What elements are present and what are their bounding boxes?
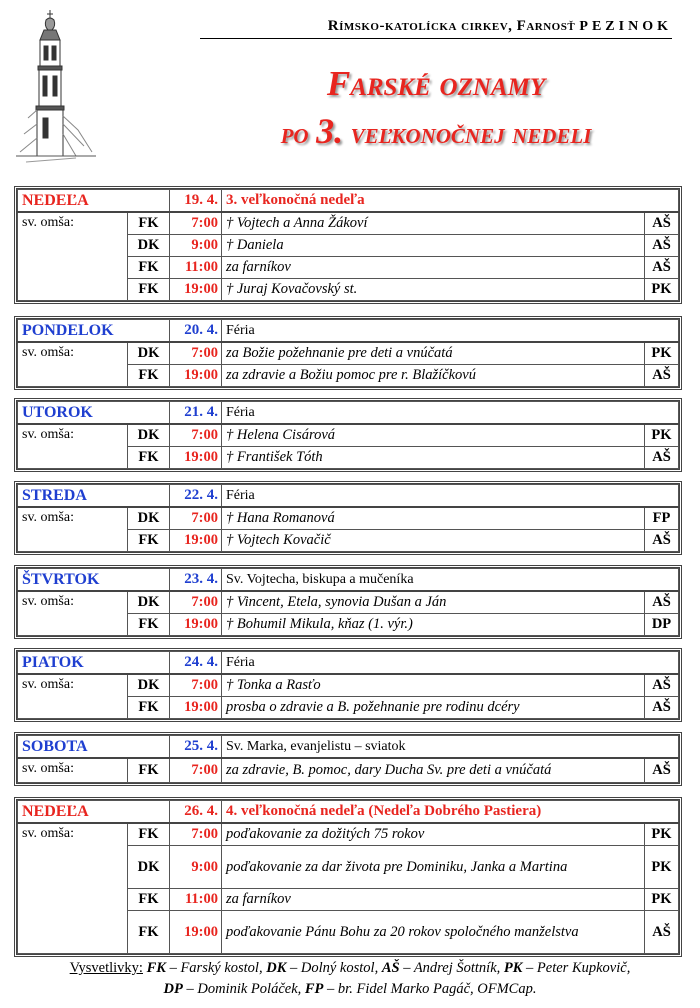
church-code: FK xyxy=(128,758,170,783)
mass-time: 19:00 xyxy=(170,911,222,954)
priest-code: AŠ xyxy=(645,212,679,235)
mass-time: 7:00 xyxy=(170,674,222,697)
mass-time: 19:00 xyxy=(170,365,222,387)
day-block xyxy=(14,565,682,639)
mass-label: sv. omša: xyxy=(18,674,128,719)
mass-time: 11:00 xyxy=(170,889,222,911)
mass-time: 19:00 xyxy=(170,279,222,301)
mass-intention: poďakovanie Pánu Bohu za 20 rokov spoločného manželstva xyxy=(222,911,645,954)
day-block xyxy=(14,648,682,722)
mass-intention: † František Tóth xyxy=(222,447,645,469)
mass-label: sv. omša: xyxy=(18,758,128,783)
day-date: 25. 4. xyxy=(170,736,222,759)
church-code: FK xyxy=(128,530,170,552)
legend-abbr: FP xyxy=(304,981,324,997)
day-header-row xyxy=(18,569,679,592)
day-name: NEDEĽA xyxy=(18,801,128,824)
mass-row xyxy=(18,424,679,447)
mass-intention: † Bohumil Mikula, kňaz (1. výr.) xyxy=(222,614,645,636)
page-title: Farské oznamy xyxy=(326,64,546,103)
day-name: UTOROK xyxy=(18,402,128,425)
church-code: DK xyxy=(128,342,170,365)
legend-text: – Andrej Šottník, xyxy=(399,960,504,976)
church-code: FK xyxy=(128,889,170,911)
church-code: FK xyxy=(128,279,170,301)
day-name: NEDEĽA xyxy=(18,190,128,213)
mass-intention: † Tonka a Rasťo xyxy=(222,674,645,697)
day-header-row xyxy=(18,801,679,824)
legend-abbr: DK xyxy=(266,960,287,976)
page-subtitle: po 3. veľkonočnej nedeli xyxy=(280,111,592,151)
legend-abbr: FK xyxy=(146,960,166,976)
mass-intention: za zdravie a Božiu pomoc pre r. Blažíčkovú xyxy=(222,365,645,387)
day-date: 24. 4. xyxy=(170,652,222,675)
mass-time: 19:00 xyxy=(170,447,222,469)
day-header-row xyxy=(18,736,679,759)
priest-code: FP xyxy=(644,507,678,530)
priest-code: AŠ xyxy=(645,235,679,257)
mass-time: 7:00 xyxy=(170,507,222,530)
day-header-row xyxy=(18,652,679,675)
day-feast: Sv. Vojtecha, biskupa a mučeníka xyxy=(222,569,679,592)
legend-abbr: PK xyxy=(503,960,523,976)
day-date: 23. 4. xyxy=(170,569,222,592)
legend-text: – Dolný kostol, xyxy=(286,960,382,976)
day-block xyxy=(14,398,682,472)
mass-row xyxy=(18,674,679,697)
day-table xyxy=(17,484,679,552)
priest-code: PK xyxy=(644,889,678,911)
priest-code: AŠ xyxy=(644,447,678,469)
priest-code: AŠ xyxy=(644,365,678,387)
day-table xyxy=(17,189,679,301)
mass-time: 7:00 xyxy=(170,823,222,846)
day-table xyxy=(17,319,679,387)
church-code: FK xyxy=(128,257,170,279)
church-code: FK xyxy=(128,697,170,719)
day-table xyxy=(17,651,679,719)
church-tower-logo xyxy=(6,6,102,166)
legend-text: – Dominik Poláček, xyxy=(182,981,305,997)
day-name: ŠTVRTOK xyxy=(18,569,128,592)
day-feast: 3. veľkonočná nedeľa xyxy=(222,190,679,213)
mass-label: sv. omša: xyxy=(18,591,128,636)
day-block xyxy=(14,316,682,390)
priest-code: PK xyxy=(644,823,678,846)
church-code: DK xyxy=(128,424,170,447)
day-name: PIATOK xyxy=(18,652,128,675)
mass-row xyxy=(18,823,679,846)
church-code: DK xyxy=(128,507,170,530)
mass-intention: prosba o zdravie a B. požehnanie pre rodinu dcéry xyxy=(222,697,645,719)
church-code: FK xyxy=(128,365,170,387)
mass-intention: † Hana Romanová xyxy=(222,507,645,530)
church-code: DK xyxy=(128,235,170,257)
church-code: DK xyxy=(128,846,170,889)
mass-intention: za zdravie, B. pomoc, dary Ducha Sv. pre deti a vnúčatá xyxy=(222,758,645,783)
day-header-row xyxy=(18,320,679,343)
mass-time: 9:00 xyxy=(170,235,222,257)
day-table xyxy=(17,800,679,954)
legend xyxy=(0,958,700,1000)
mass-intention: † Vojtech Kovačič xyxy=(222,530,645,552)
mass-label: sv. omša: xyxy=(18,342,128,387)
day-name: SOBOTA xyxy=(18,736,128,759)
day-name: STREDA xyxy=(18,485,128,508)
day-header-row xyxy=(18,402,679,425)
day-feast: Féria xyxy=(222,652,679,675)
legend-text: – Peter Kupkovič, xyxy=(522,960,631,976)
day-date: 19. 4. xyxy=(170,190,222,213)
mass-time: 7:00 xyxy=(170,212,222,235)
mass-intention: † Daniela xyxy=(222,235,645,257)
priest-code: AŠ xyxy=(644,591,678,614)
day-feast: Sv. Marka, evanjelistu – sviatok xyxy=(222,736,679,759)
day-feast: Féria xyxy=(222,485,679,508)
priest-code: AŠ xyxy=(645,257,679,279)
church-code: FK xyxy=(128,447,170,469)
mass-label: sv. omša: xyxy=(18,212,128,301)
day-table xyxy=(17,735,679,783)
legend-abbr: DP xyxy=(163,981,183,997)
church-code: FK xyxy=(128,911,170,954)
church-code: DK xyxy=(128,591,170,614)
mass-row xyxy=(18,591,679,614)
legend-title: Vysvetlivky: xyxy=(69,960,143,976)
mass-row xyxy=(18,758,679,783)
mass-row xyxy=(18,342,679,365)
day-block xyxy=(14,732,682,786)
mass-intention: za farníkov xyxy=(222,889,645,911)
mass-intention: za farníkov xyxy=(222,257,645,279)
day-block xyxy=(14,186,682,304)
mass-time: 7:00 xyxy=(170,342,222,365)
mass-time: 7:00 xyxy=(170,424,222,447)
mass-time: 19:00 xyxy=(170,614,222,636)
priest-code: PK xyxy=(644,846,678,889)
church-code: FK xyxy=(128,212,170,235)
mass-time: 11:00 xyxy=(170,257,222,279)
church-code: DK xyxy=(128,674,170,697)
day-date: 22. 4. xyxy=(170,485,222,508)
mass-time: 9:00 xyxy=(170,846,222,889)
priest-code: AŠ xyxy=(644,758,678,783)
legend-text: – br. Fidel Marko Pagáč, OFMCap. xyxy=(323,981,537,997)
mass-intention: † Vincent, Etela, synovia Dušan a Ján xyxy=(222,591,645,614)
day-block xyxy=(14,481,682,555)
day-feast: Féria xyxy=(222,402,679,425)
day-date: 21. 4. xyxy=(170,402,222,425)
mass-intention: poďakovanie za dožitých 75 rokov xyxy=(222,823,645,846)
priest-code: PK xyxy=(645,279,679,301)
priest-code: AŠ xyxy=(644,697,678,719)
mass-time: 19:00 xyxy=(170,697,222,719)
mass-label: sv. omša: xyxy=(18,424,128,469)
mass-time: 19:00 xyxy=(170,530,222,552)
priest-code: PK xyxy=(644,424,678,447)
day-table xyxy=(17,568,679,636)
priest-code: AŠ xyxy=(644,911,678,954)
day-feast: 4. veľkonočná nedeľa (Nedeľa Dobrého Pastiera) xyxy=(222,801,679,824)
mass-intention: za Božie požehnanie pre deti a vnúčatá xyxy=(222,342,645,365)
legend-text: – Farský kostol, xyxy=(165,960,267,976)
priest-code: AŠ xyxy=(644,530,678,552)
mass-row xyxy=(18,507,679,530)
mass-time: 7:00 xyxy=(170,758,222,783)
priest-code: AŠ xyxy=(644,674,678,697)
priest-code: DP xyxy=(644,614,678,636)
day-header-row xyxy=(18,485,679,508)
mass-intention: † Vojtech a Anna Žákoví xyxy=(222,212,645,235)
mass-intention: † Helena Cisárová xyxy=(222,424,645,447)
day-table xyxy=(17,401,679,469)
day-feast: Féria xyxy=(222,320,679,343)
church-code: FK xyxy=(128,614,170,636)
legend-abbr: AŠ xyxy=(381,960,400,976)
mass-label: sv. omša: xyxy=(18,823,128,954)
church-name: Rímsko-katolícka cirkev, Farnosť PEZINOK xyxy=(200,18,672,39)
day-date: 20. 4. xyxy=(170,320,222,343)
mass-intention: poďakovanie za dar života pre Dominiku, Janka a Martina xyxy=(222,846,645,889)
church-code: FK xyxy=(128,823,170,846)
mass-time: 7:00 xyxy=(170,591,222,614)
priest-code: PK xyxy=(644,342,678,365)
mass-row xyxy=(18,212,679,235)
header xyxy=(200,18,672,151)
mass-intention: † Juraj Kovačovský st. xyxy=(222,279,645,301)
mass-label: sv. omša: xyxy=(18,507,128,552)
day-date: 26. 4. xyxy=(170,801,222,824)
day-header-row xyxy=(18,190,679,213)
day-name: PONDELOK xyxy=(18,320,128,343)
day-block xyxy=(14,797,682,957)
